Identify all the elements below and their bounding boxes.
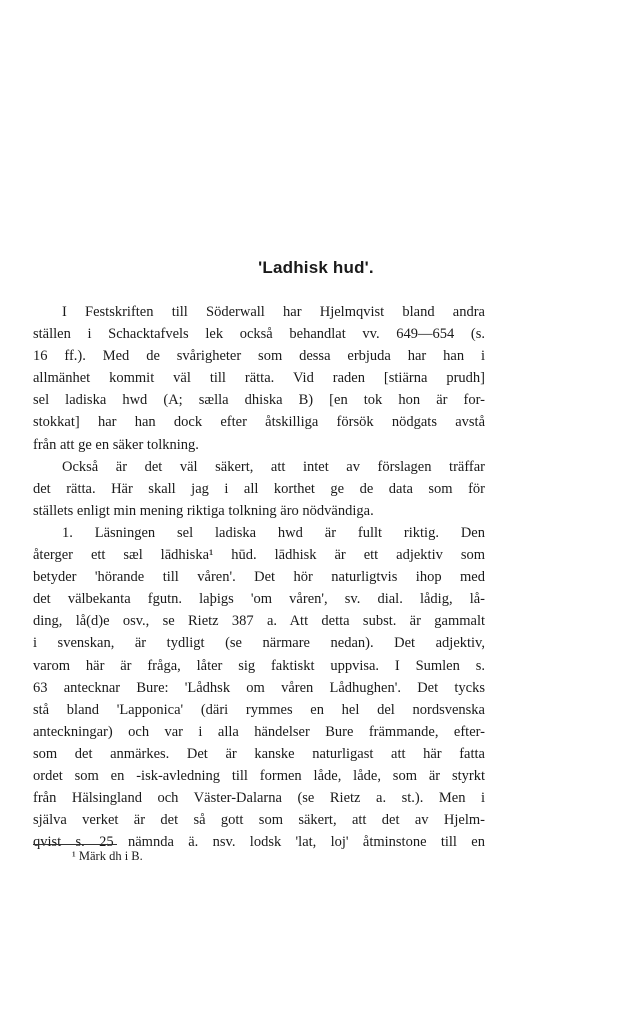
body-text xyxy=(33,301,485,853)
text-line: stokkat] har han dock efter åtskilliga försök nödgats avstå xyxy=(33,414,485,431)
text-line: själva verket är det så gott som säkert, att det av Hjelm- xyxy=(33,812,485,829)
text-line: betyder 'hörande till våren'. Det hör naturligtvis ihop med xyxy=(33,569,485,586)
page-title: 'Ladhisk hud'. xyxy=(258,258,374,277)
text-line: 63 antecknar Bure: 'Lådhsk om våren Lådhughen'. Det tycks xyxy=(33,679,485,696)
text-line: stå bland 'Lapponica' (däri rymmes en hel del nordsvenska xyxy=(33,701,485,718)
text-line: i svenskan, är tydligt (se närmare nedan). Det adjektiv, xyxy=(33,635,485,652)
text-line: 1. Läsningen sel ladiska hwd är fullt riktig. Den xyxy=(62,524,485,541)
text-line: det rätta. Här skall jag i all korthet ge de data som för xyxy=(33,480,485,497)
text-line: ordet som en -isk-avledning till formen låde, låde, som är styrkt xyxy=(33,767,485,784)
text-line: det välbekanta fgutn. laþigs 'om våren', sv. dial. lådig, lå- xyxy=(33,591,485,608)
footnote-rule xyxy=(33,844,117,845)
text-line: sel ladiska hwd (A; sælla dhiska B) [en tok hon är for- xyxy=(33,392,485,409)
text-line: varom här är fråga, låter sig faktiskt uppvisa. I Sumlen s. xyxy=(33,657,485,674)
footnote: ¹ Märk dh i B. xyxy=(72,849,143,863)
text-line: som det anmärkes. Det är kanske naturligast att här fatta xyxy=(33,745,485,762)
text-line: Också är det väl säkert, att intet av förslagen träffar xyxy=(62,458,485,475)
text-line: 16 ff.). Med de svårigheter som dessa erbjuda har han i xyxy=(33,348,485,365)
text-line: från att ge en säker tolkning. xyxy=(33,436,199,453)
text-line: ställets enligt min mening riktiga tolkning äro nödvändiga. xyxy=(33,502,374,519)
text-line: anteckningar) och var i alla händelser Bure främmande, efter- xyxy=(33,723,485,740)
text-line: allmänhet kommit väl till rätta. Vid raden [stiärna prudh] xyxy=(33,370,485,387)
text-line: återger ett sæl lādhiska¹ hūd. lādhisk är ett adjektiv som xyxy=(33,547,485,564)
text-line: I Festskriften till Söderwall har Hjelmqvist bland andra xyxy=(62,304,485,320)
text-line: från Hälsingland och Väster-Dalarna (se Rietz a. st.). Men i xyxy=(33,790,485,807)
text-line: ding, lå(d)e osv., se Rietz 387 a. Att detta subst. är gammalt xyxy=(33,613,485,630)
text-line: qvist s. 25 nämnda ä. nsv. lodsk 'lat, loj' åtminstone till en xyxy=(33,834,485,851)
text-line: ställen i Schacktafvels lek också behandlat vv. 649—654 (s. xyxy=(33,326,485,343)
